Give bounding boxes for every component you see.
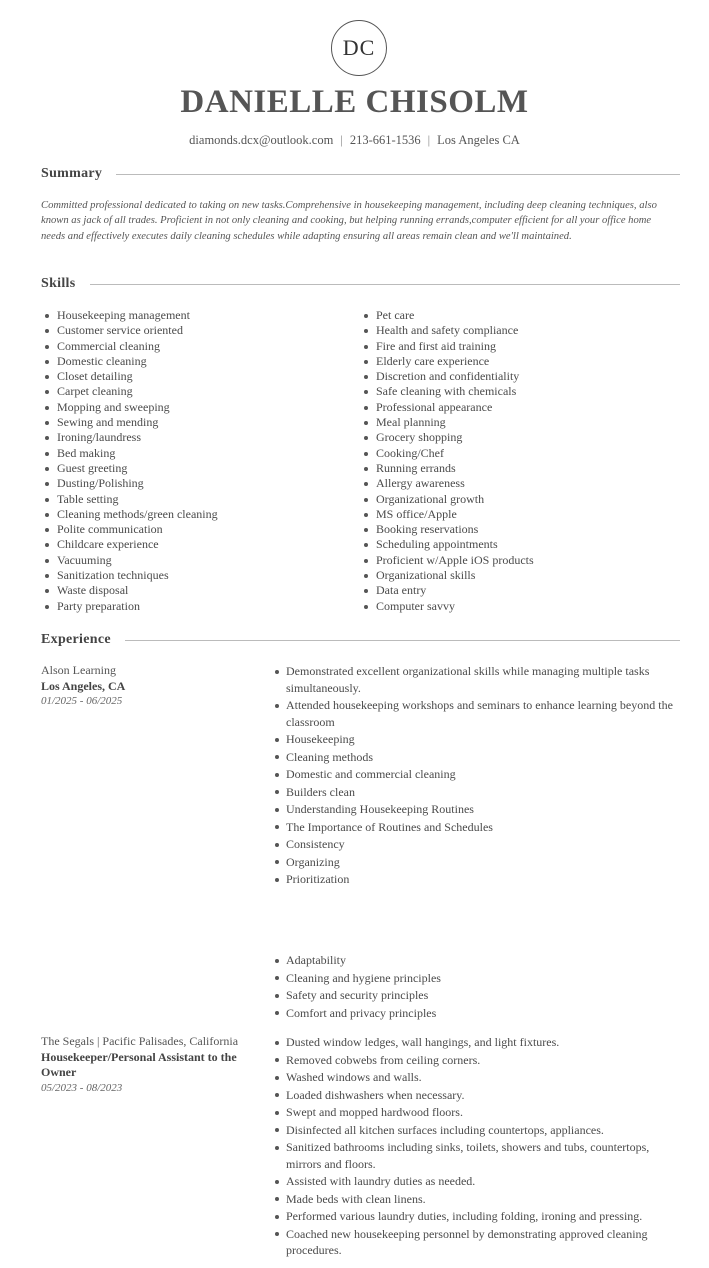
job-bullet: Swept and mopped hardwood floors. (272, 1104, 677, 1121)
job-dates: 01/2025 - 06/2025 (41, 695, 123, 707)
skill-item: Data entry (360, 583, 534, 598)
summary-section-header (41, 166, 680, 182)
candidate-name: DANIELLE CHISOLM (180, 84, 529, 120)
skill-item: Commercial cleaning (41, 339, 218, 354)
skill-item: Sanitization techniques (41, 568, 218, 583)
skill-item: Party preparation (41, 599, 218, 614)
skill-item: Closet detailing (41, 369, 218, 384)
skill-item: Elderly care experience (360, 354, 534, 369)
job-bullet: Removed cobwebs from ceiling corners. (272, 1052, 677, 1069)
skill-item: Computer savvy (360, 599, 534, 614)
skills-section-header (41, 276, 680, 292)
skill-item: Ironing/laundress (41, 430, 218, 445)
skill-item: Carpet cleaning (41, 384, 218, 399)
skill-item: Cooking/Chef (360, 446, 534, 461)
skill-item: Sewing and mending (41, 415, 218, 430)
job-dates: 05/2023 - 08/2023 (41, 1081, 123, 1094)
skill-item: Running errands (360, 461, 534, 476)
section-divider (116, 174, 680, 175)
skill-item: Grocery shopping (360, 430, 534, 445)
skill-item: Booking reservations (360, 522, 534, 537)
monogram-circle (331, 20, 387, 76)
location: Los Angeles CA (437, 133, 520, 147)
job-company: The Segals | Pacific Palisades, California (41, 1034, 239, 1048)
job-bullet: The Importance of Routines and Schedules (272, 819, 677, 836)
skill-item: Polite communication (41, 522, 218, 537)
job-bullet: Comfort and privacy principles (272, 1005, 677, 1022)
skill-item: Dusting/Polishing (41, 476, 218, 491)
skill-item: Meal planning (360, 415, 534, 430)
job-bullet: Demonstrated excellent organizational skills while managing multiple tasks simultaneously. (272, 663, 677, 696)
skill-item: Table setting (41, 492, 218, 507)
skill-item: Guest greeting (41, 461, 218, 476)
skill-item: Domestic cleaning (41, 354, 218, 369)
job-bullet: Sanitized bathrooms including sinks, toilets, showers and tubs, countertops, mirrors and floors. (272, 1139, 677, 1172)
job-bullet: Domestic and commercial cleaning (272, 766, 677, 783)
skill-item: Organizational growth (360, 492, 534, 507)
skill-item: Housekeeping management (41, 308, 218, 323)
skill-item: Waste disposal (41, 583, 218, 598)
job-bullet: Consistency (272, 836, 677, 853)
phone[interactable]: 213-661-1536 (349, 133, 421, 147)
skill-item: Vacuuming (41, 553, 218, 568)
job-bullet: Disinfected all kitchen surfaces including countertops, appliances. (272, 1122, 677, 1139)
skill-item: Health and safety compliance (360, 323, 534, 338)
summary-text: Committed professional dedicated to taking on new tasks.Comprehensive in housekeeping management, including deep cleaning techniques, also known as jack of all trades. Proficient in not only cleaning and cooking, but helping running errands,computer efficient for all your office home needs and effectively executes daily cleaning schedules while adapting ensuring all areas remain clean and we'll maintained. (41, 200, 657, 242)
job-bullet: Washed windows and walls. (272, 1069, 677, 1086)
experience-section-header (41, 632, 680, 648)
job-bullet: Coached new housekeeping personnel by demonstrating approved cleaning procedures. (272, 1226, 677, 1259)
contact-separator: | (340, 133, 343, 147)
contact-line (0, 133, 709, 148)
skill-item: Pet care (360, 308, 534, 323)
skill-item: Scheduling appointments (360, 537, 534, 552)
skill-item: Fire and first aid training (360, 339, 534, 354)
job-company: Alson Learning (41, 663, 116, 677)
job-bullets-continued (272, 952, 677, 1022)
skill-item: Customer service oriented (41, 323, 218, 338)
skill-item: Safe cleaning with chemicals (360, 384, 534, 399)
job-bullet: Made beds with clean linens. (272, 1191, 677, 1208)
section-divider (125, 640, 680, 641)
job-bullet: Cleaning methods (272, 749, 677, 766)
contact-separator: | (427, 133, 431, 147)
job-bullet: Performed various laundry duties, including folding, ironing and pressing. (272, 1208, 677, 1225)
job-bullet: Assisted with laundry duties as needed. (272, 1173, 677, 1190)
job-bullet: Housekeeping (272, 731, 677, 748)
skills-list-right (360, 308, 534, 614)
skill-item: Allergy awareness (360, 476, 534, 491)
job-bullet: Adaptability (272, 952, 677, 969)
skill-item: Mopping and sweeping (41, 400, 218, 415)
job-bullet: Attended housekeeping workshops and seminars to enhance learning beyond the classroom (272, 697, 677, 730)
job-bullet: Loaded dishwashers when necessary. (272, 1087, 677, 1104)
experience-heading: Experience (41, 632, 111, 647)
skill-item: Discretion and confidentiality (360, 369, 534, 384)
skill-item: Proficient w/Apple iOS products (360, 553, 534, 568)
skill-item: Cleaning methods/green cleaning (41, 507, 218, 522)
skill-item: MS office/Apple (360, 507, 534, 522)
job-bullet: Builders clean (272, 784, 677, 801)
job-bullet: Organizing (272, 854, 677, 871)
job-details (41, 663, 261, 710)
job-bullets (272, 1034, 677, 1260)
job-bullet: Cleaning and hygiene principles (272, 970, 677, 987)
skill-item: Bed making (41, 446, 218, 461)
job-bullets (272, 663, 677, 889)
job-title: Housekeeper/Personal Assistant to the Owner (41, 1049, 237, 1079)
skill-item: Childcare experience (41, 537, 218, 552)
job-location: Los Angeles, CA (41, 678, 126, 693)
summary-heading: Summary (41, 166, 103, 181)
job-bullet: Prioritization (272, 871, 677, 888)
section-divider (90, 284, 681, 285)
job-bullet: Dusted window ledges, wall hangings, and light fixtures. (272, 1034, 677, 1051)
job-bullet: Understanding Housekeeping Routines (272, 801, 677, 818)
skills-heading: Skills (41, 276, 76, 291)
job-details (41, 1034, 261, 1096)
job-bullet: Safety and security principles (272, 987, 677, 1004)
skill-item: Organizational skills (360, 568, 534, 583)
skills-list-left (41, 308, 218, 614)
initials: DC (342, 35, 376, 60)
skill-item: Professional appearance (360, 400, 534, 415)
email[interactable]: diamonds.dcx@outlook.com (189, 133, 334, 147)
